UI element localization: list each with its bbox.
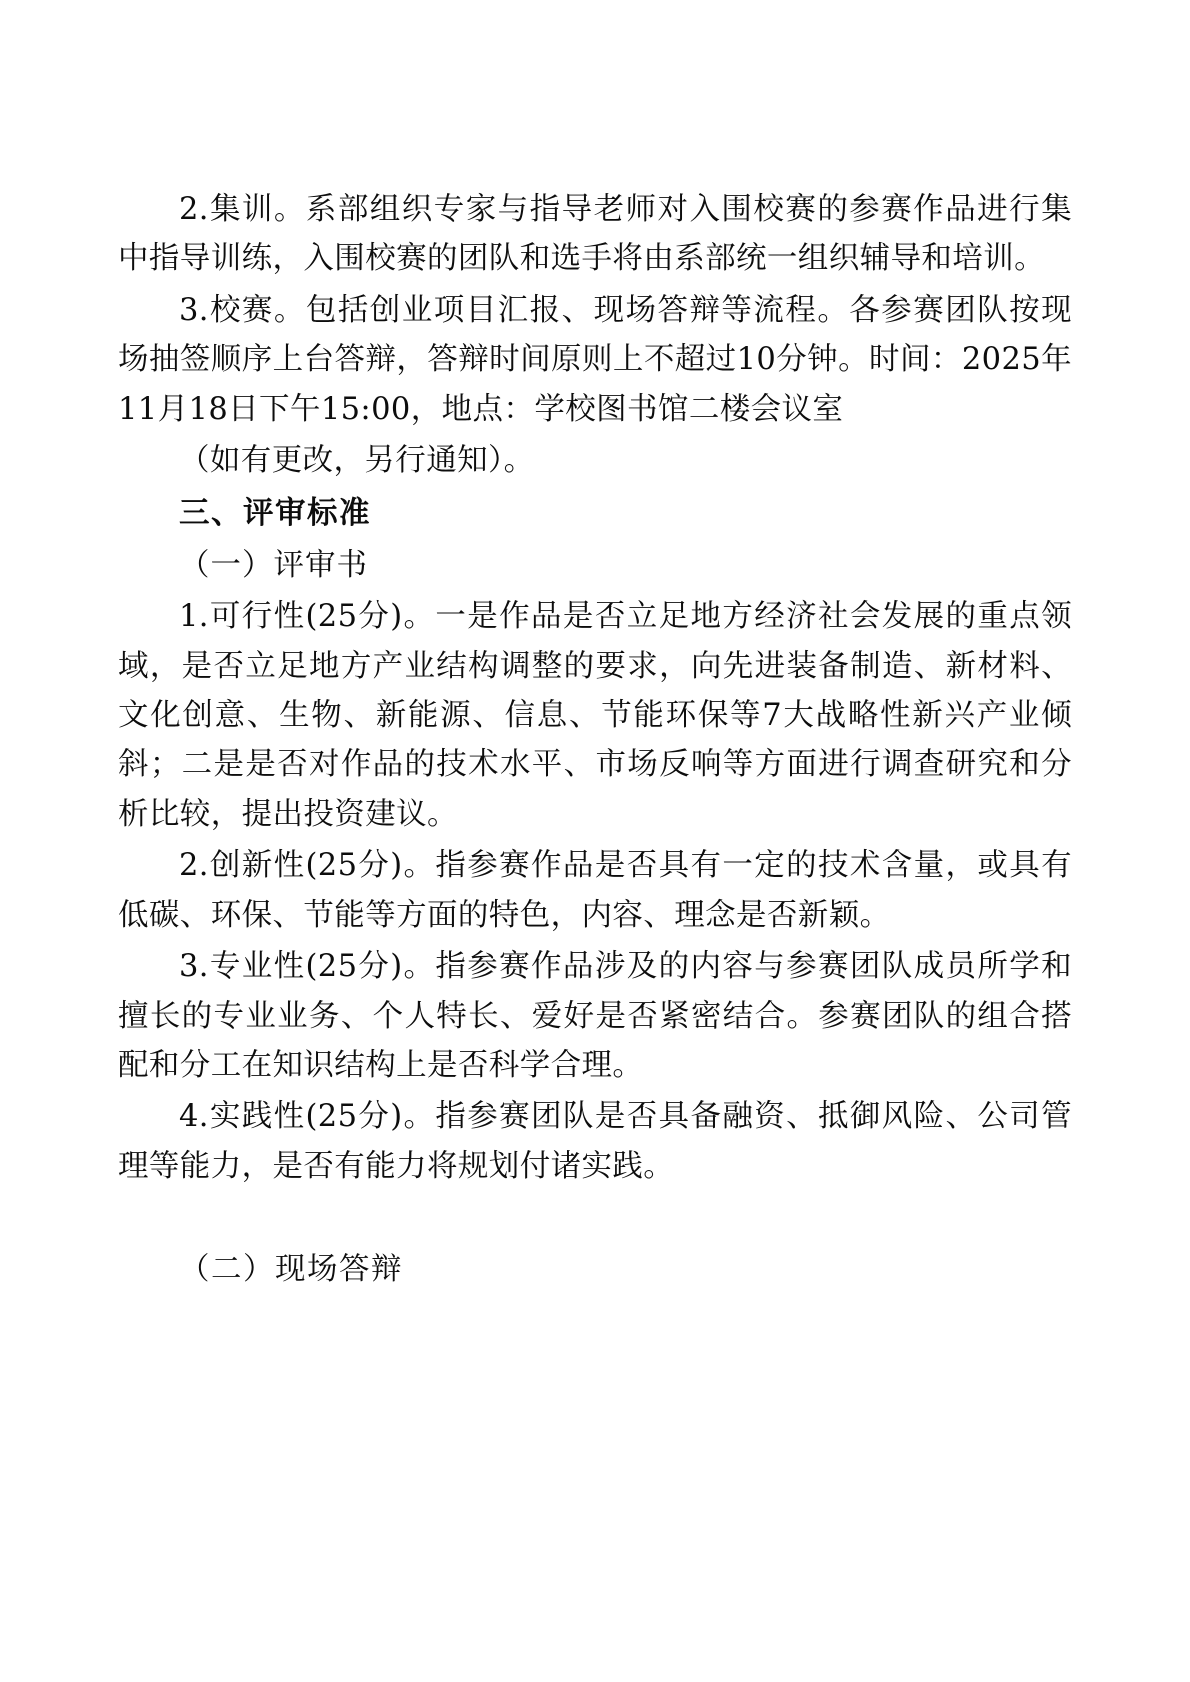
para-professionalism: 3.专业性(25分)。指参赛作品涉及的内容与参赛团队成员所学和擅长的专业业务、个人特长、爱好是否紧密结合。参赛团队的组合搭配和分工在知识结构上是否科学合理。 <box>118 949 1072 1083</box>
para-practicality: 4.实践性(25分)。指参赛团队是否具备融资、抵御风险、公司管理等能力，是否有能力将规划付诸实践。 <box>118 1099 1072 1184</box>
para-innovation: 2.创新性(25分)。指参赛作品是否具有一定的技术含量，或具有低碳、环保、节能等方面的特色，内容、理念是否新颖。 <box>118 848 1072 933</box>
para-school-competition: 3.校赛。包括创业项目汇报、现场答辩等流程。各参赛团队按现场抽签顺序上台答辩，答辩时间原则上不超过10分钟。时间：2025年11月18日下午15:00，地点：学校图书馆二楼会议室 <box>118 292 1072 427</box>
para-feasibility: 1.可行性(25分)。一是作品是否立足地方经济社会发展的重点领域，是否立足地方产业结构调整的要求，向先进装备制造、新材料、文化创意、生物、新能源、信息、节能环保等7大战略性新兴产业倾斜；二是是否对作品的技术水平、市场反响等方面进行调查研究和分析比较，提出投资建议。 <box>118 599 1072 832</box>
subheading-onsite-defense: （二）现场答辩 <box>179 1252 403 1288</box>
section-spacer <box>118 1193 1072 1245</box>
heading-review-criteria: 三、评审标准 <box>179 496 371 532</box>
document-body <box>118 185 1072 1295</box>
para-training: 2.集训。系部组织专家与指导老师对入围校赛的参赛作品进行集中指导训练，入围校赛的团队和选手将由系部统一组织辅导和培训。 <box>118 192 1072 277</box>
para-notice: （如有更改，另行通知）。 <box>179 443 535 479</box>
subheading-review-document: （一）评审书 <box>179 547 368 583</box>
